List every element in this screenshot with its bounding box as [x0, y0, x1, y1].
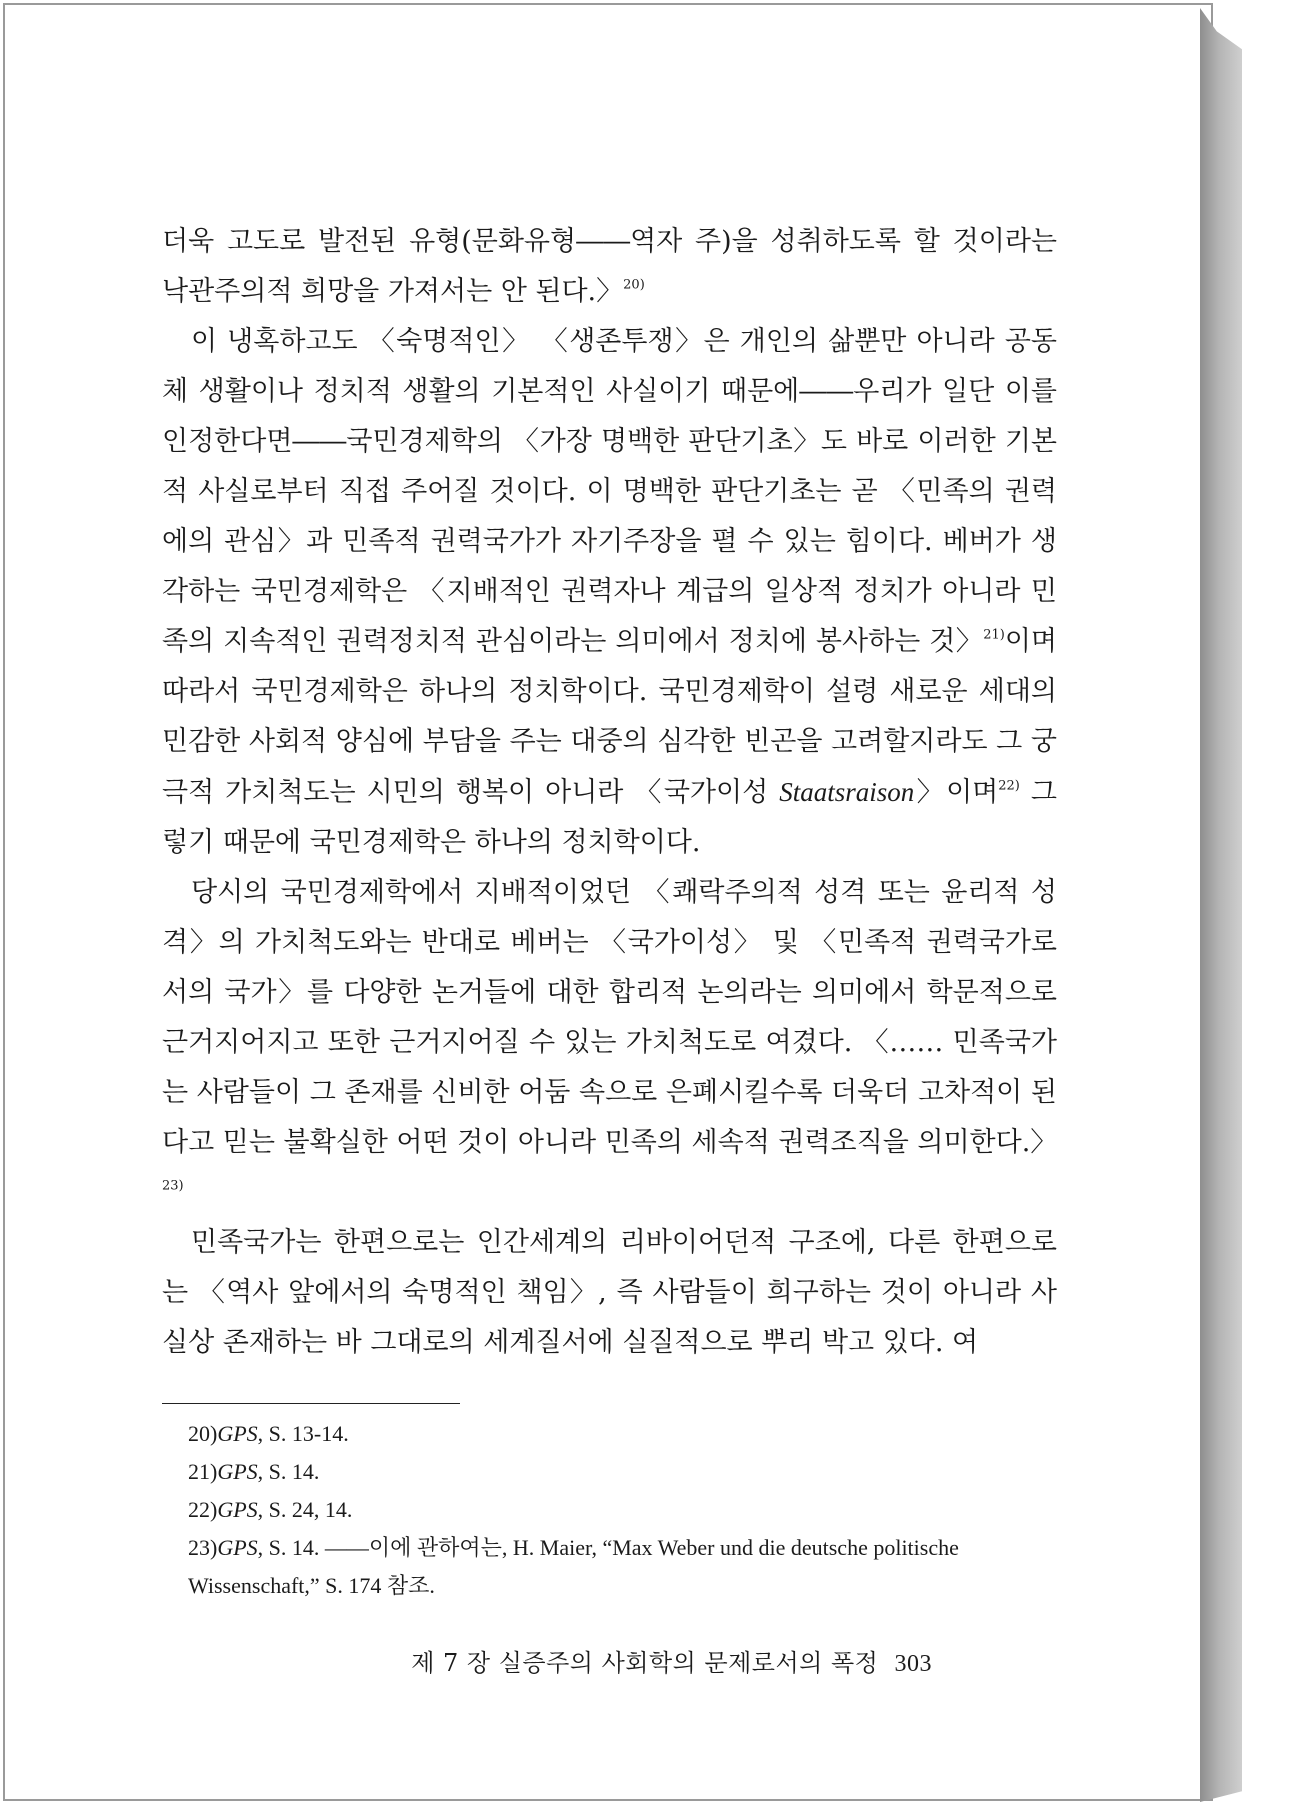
text-run: 이며 따라서 국민경제학은 하나의 정치학이다. 국민경제학이 설령 새로운 세대의 민감한 사회적 양심에 부담을 주는 대중의 심각한 빈곤을 고려할지라도 그 궁극적 가치척도는 시민의 행복이 아니라 〈국가이성	[162, 626, 1057, 808]
footnote-number: 21)	[188, 1459, 218, 1484]
footnote	[188, 1415, 1068, 1453]
paragraph	[162, 217, 1057, 317]
source-abbrev: GPS	[217, 1535, 258, 1560]
footnote-text	[217, 1491, 1068, 1529]
citation: , S. 14.	[257, 1459, 320, 1484]
italic-term: Staatsraison	[779, 777, 915, 807]
text-run: 〉이며	[914, 777, 999, 808]
citation: , S. 13-14.	[257, 1421, 349, 1446]
footnote-number: 22)	[188, 1497, 218, 1522]
footnote-number: 23)	[188, 1535, 218, 1560]
text-run: 그렇기 때문에 국민경제학은 하나의 정치학이다.	[162, 777, 1057, 858]
citation: , S. 24, 14.	[257, 1497, 353, 1522]
citation: , S. 14. ――이에 관하여는, H. Maier, “Max Weber und die deutsche politische	[257, 1535, 959, 1560]
text-run: 더욱 고도로 발전된 유형(문화유형――역자 주)을 성취하도록 할 것이라는 낙관주의적 희망을 가져서는 안 된다.〉	[162, 226, 1057, 307]
footnote-number: 20)	[188, 1421, 218, 1446]
source-abbrev: GPS	[217, 1459, 258, 1484]
body-text	[162, 217, 1057, 1368]
footnote-text	[217, 1453, 1068, 1491]
footnote-text	[217, 1529, 1068, 1567]
paragraph	[162, 317, 1057, 868]
footnote-ref: 20)	[623, 277, 645, 293]
page-number: 303	[894, 1651, 932, 1677]
footnote	[188, 1529, 1068, 1567]
text-run: 이 냉혹하고도 〈숙명적인〉 〈생존투쟁〉은 개인의 삶뿐만 아니라 공동체 생활이나 정치적 생활의 기본적인 사실이기 때문에――우리가 일단 이를 인정한다면――국민경제학의 〈가장 명백한 판단기초〉도 바로 이러한 기본적 사실로부터 직접 주어질 것이다. 이 명백한 판단기초는 곧 〈민족의 권력에의 관심〉과 민족적 권력국가가 자기주장을 펼 수 있는 힘이다. 베버가 생각하는 국민경제학은 〈지배적인 권력자나 계급의 일상적 정치가 아니라 민족의 지속적인 권력정치적 관심이라는 의미에서 정치에 봉사하는 것〉	[162, 326, 1057, 657]
text-run: 당시의 국민경제학에서 지배적이었던 〈쾌락주의적 성격 또는 윤리적 성격〉의 가치척도와는 반대로 베버는 〈국가이성〉 및 〈민족적 권력국가로서의 국가〉를 다양한 논거들에 대한 합리적 논의라는 의미에서 학문적으로 근거지어지고 또한 근거지어질 수 있는 가치척도로 여겼다. 〈…… 민족국가는 사람들이 그 존재를 신비한 어둠 속으로 은폐시킬수록 더욱더 고차적이 된다고 믿는 불확실한 어떤 것이 아니라 민족의 세속적 권력조직을 의미한다.〉	[162, 877, 1058, 1158]
footnotes	[188, 1415, 1068, 1605]
paragraph	[162, 868, 1057, 1218]
footnote-continuation: Wissenschaft,” S. 174 참조.	[188, 1573, 435, 1598]
paragraph	[162, 1218, 1057, 1368]
page-edge-shadow	[1200, 8, 1242, 1802]
footnote	[188, 1491, 1068, 1529]
footnote-text	[217, 1415, 1068, 1453]
text-run: 민족국가는 한편으로는 인간세계의 리바이어던적 구조에, 다른 한편으로는 〈역사 앞에서의 숙명적인 책임〉, 즉 사람들이 희구하는 것이 아니라 사실상 존재하는 바 그대로의 세계질서에 실질적으로 뿌리 박고 있다. 여	[162, 1227, 1057, 1358]
footnote-ref: 22)	[998, 778, 1020, 794]
footnote-divider	[162, 1403, 460, 1404]
source-abbrev: GPS	[217, 1421, 258, 1446]
footnote-ref: 23)	[162, 1178, 184, 1194]
book-page	[3, 3, 1213, 1801]
source-abbrev: GPS	[217, 1497, 258, 1522]
running-footer	[411, 1643, 932, 1678]
chapter-title: 제 7 장 실증주의 사회학의 문제로서의 폭정	[411, 1649, 879, 1677]
footnote	[188, 1453, 1068, 1491]
footnote-ref: 21)	[983, 627, 1005, 643]
